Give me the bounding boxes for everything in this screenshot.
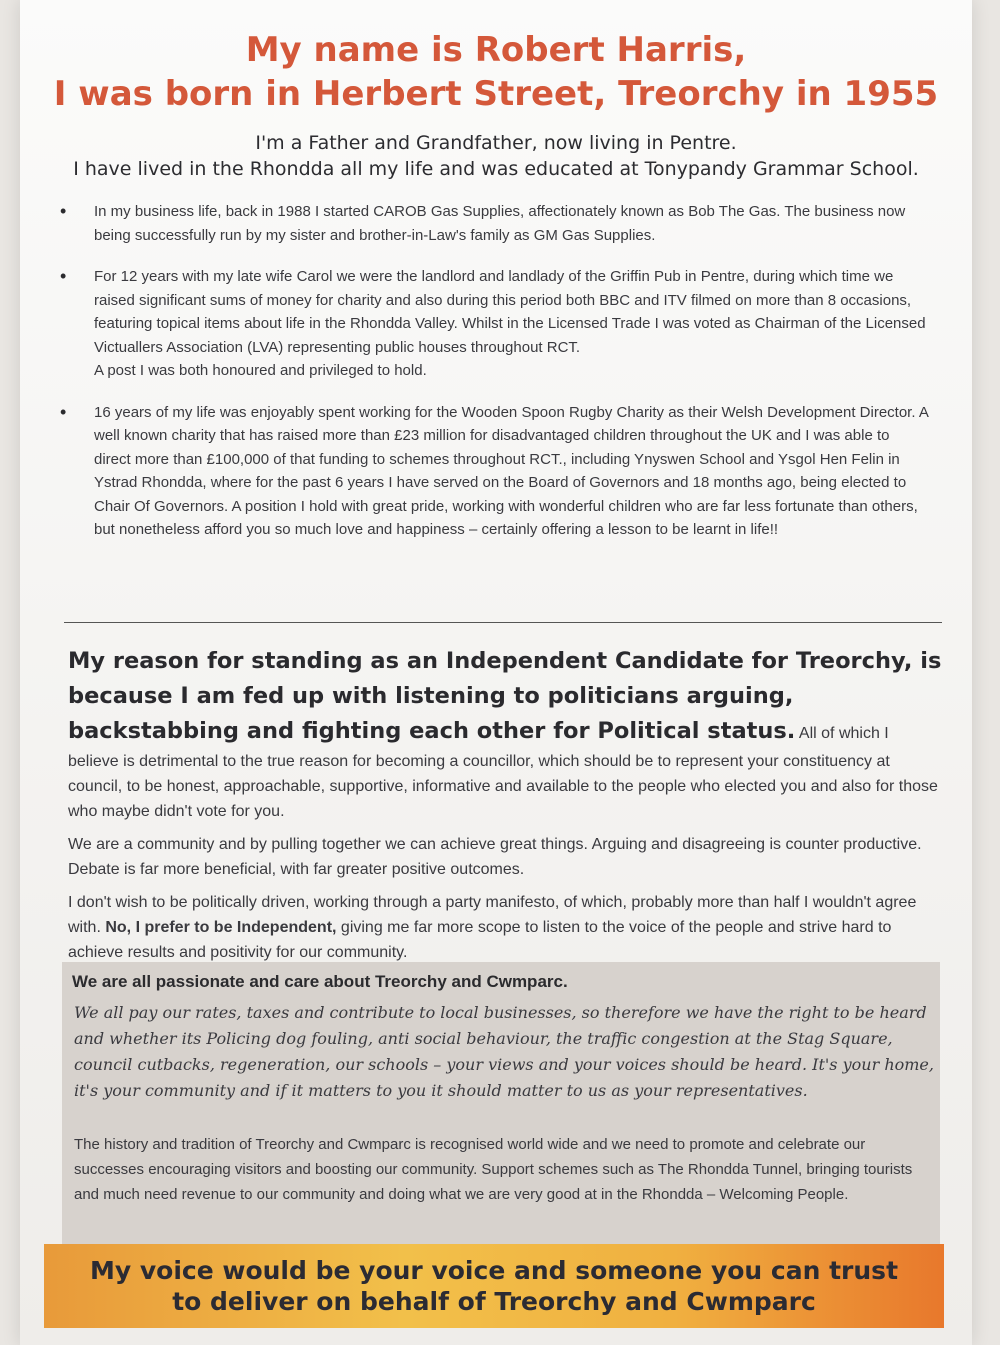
bullet-dot: •	[60, 266, 67, 286]
reason-p3-end: giving me far more scope to listen to the voice of the people and strive hard to achieve results and positivity for our community.	[68, 919, 892, 961]
reason-p3-bold: No, I prefer to be Independent,	[105, 919, 337, 936]
reason-lead: My reason for standing as an Independent Candidate for Treorchy, is because I am fed up with listening to politicians arguing, backstabbing and fighting each other for Political status.	[68, 648, 942, 744]
community-box	[62, 962, 940, 1244]
reason-paragraph-1	[68, 644, 942, 824]
community-italic-text: We all pay our rates, taxes and contribute to local businesses, so therefore we have the right to be heard and whether its Policing dog fouling, anti social behaviour, the traffic congestion at the Stag Square, council cutbacks, regeneration, our schools – your views and your voices should be heard. It's your home, it's your community and if it matters to you it should matter to us as your representatives.	[74, 1003, 934, 1100]
bullet-dot: •	[60, 401, 67, 422]
intro-line-2: I have lived in the Rhondda all my life and was educated at Tonypandy Grammar School.	[73, 158, 919, 180]
reason-paragraph-3	[68, 890, 942, 965]
bullet-text-extra: A post I was both honoured and privileged to hold.	[94, 362, 427, 379]
community-text: The history and tradition of Treorchy and Cwmparc is recognised world wide and we need to promote and celebrate our successes encouraging visitors and boosting our community. Support schemes such as The Rhondda Tunnel, bringing tourists and much need revenue to our community and doing what we are very good at in the Rhondda – Welcoming People.	[74, 1136, 913, 1203]
bullet-pub	[60, 265, 930, 383]
bullet-business	[60, 200, 930, 247]
title-line-1: My name is Robert Harris,	[245, 30, 747, 70]
slogan-banner	[44, 1244, 944, 1328]
community-heading: We are all passionate and care about Treorchy and Cwmparc.	[72, 972, 568, 991]
reason-paragraph-2: We are a community and by pulling together we can achieve great things. Arguing and disagreeing is counter productive. Debate is far more beneficial, with far greater positive outcomes.	[68, 836, 922, 878]
intro	[20, 130, 972, 182]
bullet-text: 16 years of my life was enjoyably spent working for the Wooden Spoon Rugby Charity as their Welsh Development Director. A well known charity that has raised more than £23 million for disadvantaged children throughout the UK and I was able to direct more than £100,000 of that funding to schemes throughout RCT., including Ynyswen School and Ysgol Hen Felin in Ystrad Rhondda, where for the past 6 years I have served on the Board of Governors and 18 months ago, being elected to Chair Of Governors. A position I hold with great pride, working with wonderful children who are far less fortunate than others, but nonetheless afford you so much love and happiness – certainly offering a lesson to be learnt in life!!	[94, 403, 929, 538]
title-line-2: I was born in Herbert Street, Treorchy in 1955	[53, 74, 939, 114]
bullet-charity	[60, 401, 930, 542]
leaflet-page	[20, 0, 972, 1345]
page-title	[20, 28, 972, 116]
bullet-text: In my business life, back in 1988 I started CAROB Gas Supplies, affectionately known as Bob The Gas. The business now being successfully run by my sister and brother-in-Law's family as GM Gas Supplies.	[94, 203, 906, 244]
reason-section	[68, 644, 942, 973]
intro-line-1: I'm a Father and Grandfather, now living in Pentre.	[255, 132, 737, 154]
divider	[64, 622, 942, 623]
reason-lead-rest: All of which I believe is detrimental to the true reason for becoming a councillor, which should be to represent your constituency at council, to be honest, approachable, supportive, informative and available to the people who elected you and also for those who maybe didn't vote for you.	[68, 725, 938, 820]
bullet-dot: •	[60, 201, 67, 221]
slogan-line-2: to deliver on behalf of Treorchy and Cwmparc	[172, 1287, 816, 1316]
bullet-text: For 12 years with my late wife Carol we were the landlord and landlady of the Griffin Pub in Pentre, during which time we raised significant sums of money for charity and also during this period both BBC and ITV filmed on more than 8 occasions, featuring topical items about life in the Rhondda Valley. Whilst in the Licensed Trade I was voted as Chairman of the Licensed Victuallers Association (LVA) representing public houses throughout RCT.	[94, 268, 926, 356]
reason-p3-start: I don't wish to be politically driven, working through a party manifesto, of which, probably more than half I wouldn't agree with.	[68, 894, 917, 936]
slogan-line-1: My voice would be your voice and someone you can trust	[89, 1256, 899, 1285]
bullet-list	[60, 200, 930, 560]
